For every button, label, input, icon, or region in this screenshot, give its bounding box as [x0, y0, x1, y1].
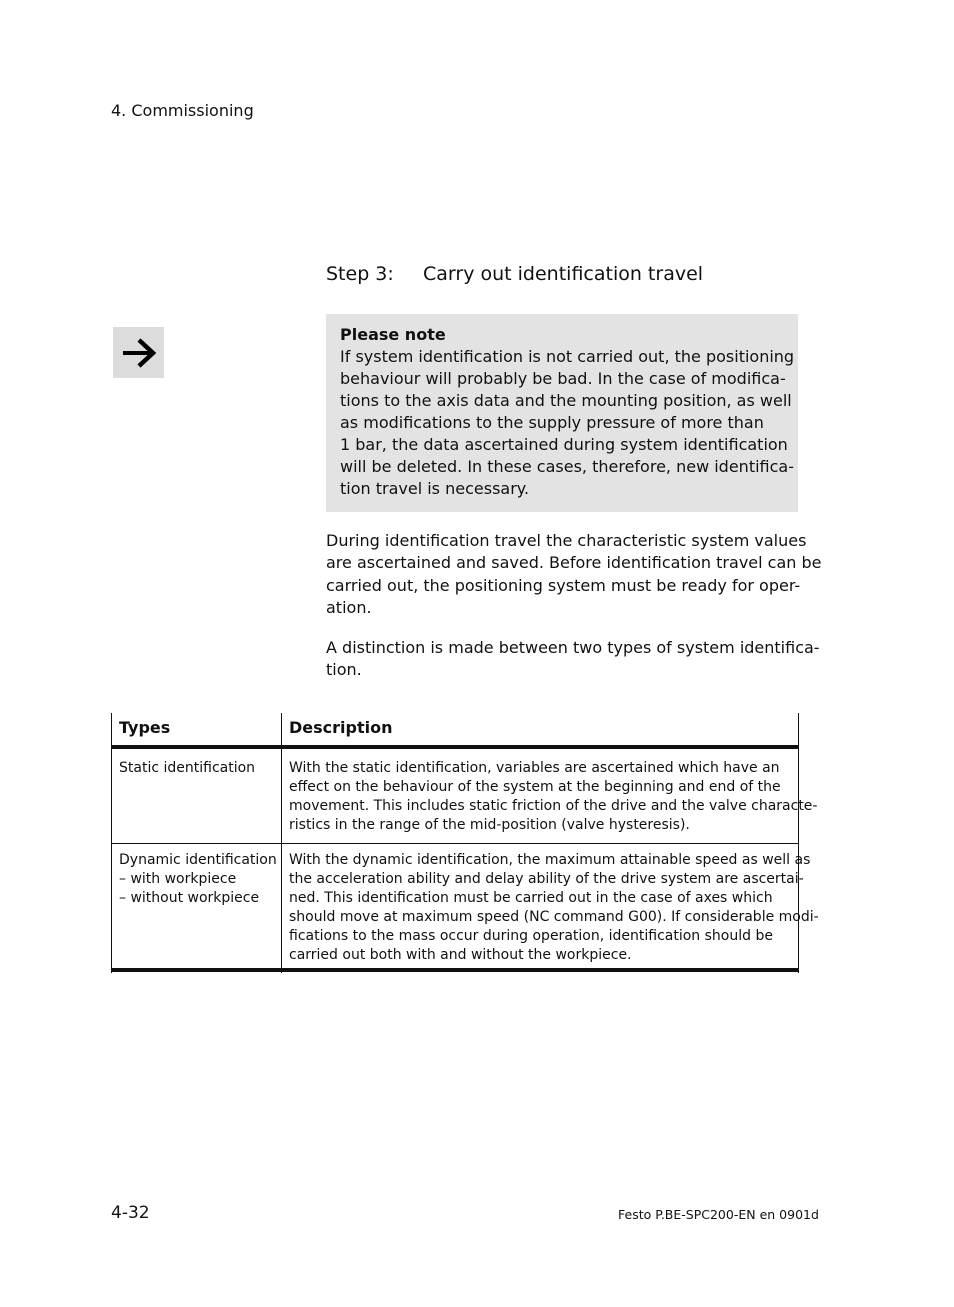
- table-row-1-description: [289, 759, 817, 835]
- paragraph-distinction: [326, 637, 820, 682]
- note-box: [326, 314, 798, 512]
- cell-line: fications to the mass occur during operation, identification should be: [289, 928, 773, 944]
- cell-line: should move at maximum speed (NC command G00). If considerable modi-: [289, 909, 819, 925]
- table-header-description: Description: [289, 718, 393, 737]
- paragraph-identification-travel: [326, 530, 822, 620]
- cell-line: With the static identification, variables are ascertained which have an: [289, 760, 780, 776]
- note-text: [340, 346, 795, 500]
- table-row-divider: [111, 843, 799, 844]
- paragraph-line: ation.: [326, 598, 372, 618]
- paragraph-line: A distinction is made between two types of system identifica-: [326, 638, 820, 657]
- document-reference: Festo P.BE-SPC200-EN en 0901d: [618, 1207, 819, 1222]
- cell-line: the acceleration ability and delay ability of the drive system are ascertai-: [289, 871, 804, 887]
- table-header-rule: [111, 745, 799, 749]
- cell-line: ned. This identification must be carried out in the case of axes which: [289, 890, 773, 906]
- note-heading: Please note: [340, 325, 446, 344]
- note-line: will be deleted. In these cases, therefore, new identifica-: [340, 457, 794, 476]
- cell-line: movement. This includes static friction of the drive and the valve characte-: [289, 798, 818, 814]
- note-line: behaviour will probably be bad. In the case of modifica-: [340, 369, 786, 388]
- arrow-right-icon: [119, 336, 159, 370]
- cell-line: carried out both with and without the workpiece.: [289, 947, 632, 963]
- table-row-2-description: [289, 851, 819, 965]
- paragraph-line: carried out, the positioning system must be ready for oper-: [326, 575, 801, 595]
- cell-line: – without workpiece: [119, 890, 260, 906]
- paragraph-line: tion.: [326, 660, 362, 680]
- table-row-2-type: [119, 851, 277, 908]
- table-bottom-rule: [111, 968, 799, 972]
- note-line: 1 bar, the data ascertained during system identification: [340, 435, 788, 454]
- table-header-types: Types: [119, 718, 171, 737]
- identification-types-table: [111, 713, 819, 973]
- step-title: Carry out identification travel: [423, 263, 704, 285]
- step-number: Step 3:: [326, 263, 394, 285]
- note-line: as modifications to the supply pressure of more than: [340, 413, 764, 432]
- cell-line: ristics in the range of the mid-position (valve hysteresis).: [289, 817, 690, 833]
- cell-line: With the dynamic identification, the maximum attainable speed as well as: [289, 852, 811, 868]
- note-line: tion travel is necessary.: [340, 479, 530, 498]
- note-line: tions to the axis data and the mounting position, as well: [340, 391, 792, 410]
- note-icon-box: [113, 327, 164, 378]
- paragraph-line: are ascertained and saved. Before identification travel can be: [326, 553, 822, 573]
- cell-line: effect on the behaviour of the system at the beginning and end of the: [289, 779, 781, 795]
- page-number: 4-32: [111, 1203, 150, 1223]
- table-row-1-type: [119, 759, 255, 778]
- note-line: If system identification is not carried out, the positioning: [340, 347, 795, 366]
- cell-line: Static identification: [119, 760, 256, 776]
- chapter-heading: 4. Commissioning: [111, 101, 254, 120]
- cell-line: Dynamic identification: [119, 852, 277, 868]
- cell-line: – with workpiece: [119, 871, 237, 887]
- paragraph-line: During identification travel the characteristic system values: [326, 531, 807, 550]
